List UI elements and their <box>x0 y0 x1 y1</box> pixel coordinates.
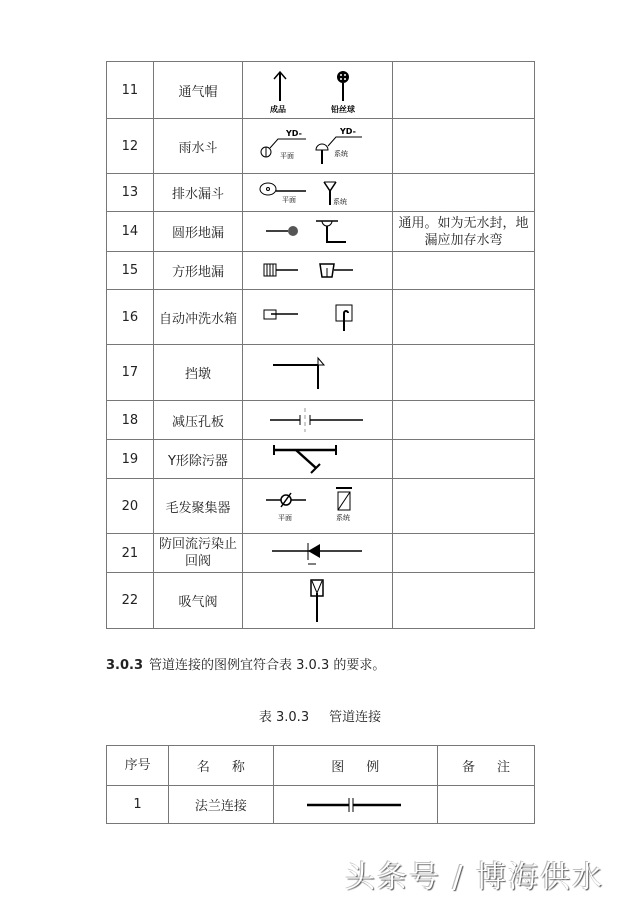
row-name: 通气帽 <box>153 62 242 119</box>
svg-text:YD-: YD- <box>285 128 302 138</box>
auto-flush-tank-icon <box>258 299 378 335</box>
caption-title: 管道连接 <box>329 710 382 725</box>
row-name: 雨水斗 <box>153 119 242 174</box>
legend-symbol <box>243 345 393 401</box>
row-note <box>392 252 534 290</box>
row-note <box>392 573 534 629</box>
svg-text:系统: 系统 <box>333 149 348 158</box>
row-number: 17 <box>107 345 154 401</box>
table-row <box>107 174 535 212</box>
row-number: 16 <box>107 290 154 345</box>
drain-funnel-icon <box>258 177 378 209</box>
row-note <box>392 401 534 440</box>
row-name: 排水漏斗 <box>153 174 242 212</box>
row-name: 毛发聚集器 <box>153 479 242 534</box>
thrust-block-icon <box>258 353 378 393</box>
svg-text:系统: 系统 <box>332 197 347 206</box>
svg-text:铅丝球: 铅丝球 <box>330 105 355 114</box>
table-caption <box>0 706 640 725</box>
header-legend: 图例 <box>273 746 437 786</box>
legend-symbol <box>243 534 393 573</box>
legend-symbol <box>273 786 437 824</box>
air-admittance-valve-icon <box>258 577 378 625</box>
row-note <box>392 479 534 534</box>
row-note <box>437 786 534 824</box>
header-name: 名称 <box>169 746 273 786</box>
legend-symbol <box>243 119 393 174</box>
svg-text:平面: 平面 <box>279 151 294 160</box>
row-number: 21 <box>107 534 154 573</box>
table-header-row <box>107 746 535 786</box>
legend-symbol <box>243 212 393 252</box>
legend-symbol <box>243 479 393 534</box>
round-floor-drain-icon <box>258 215 378 249</box>
legend-symbol <box>243 62 393 119</box>
table-row <box>107 290 535 345</box>
table-row <box>107 252 535 290</box>
caption-number: 表 3.0.3 <box>258 710 310 725</box>
row-number: 18 <box>107 401 154 440</box>
row-note <box>392 174 534 212</box>
clause-text: 管道连接的图例宜符合表 3.0.3 的要求。 <box>149 658 386 673</box>
table-row <box>107 534 535 573</box>
row-name: 法兰连接 <box>169 786 273 824</box>
row-note <box>392 119 534 174</box>
legend-symbol <box>243 573 393 629</box>
legend-symbol <box>243 174 393 212</box>
flange-connection-icon <box>295 795 415 815</box>
table-row <box>107 119 535 174</box>
table-row <box>107 62 535 119</box>
row-name: 方形地漏 <box>153 252 242 290</box>
svg-text:成品: 成品 <box>269 105 286 114</box>
legend-symbol <box>243 252 393 290</box>
watermark: 头条号 / 博海供水 <box>345 860 605 895</box>
row-number: 13 <box>107 174 154 212</box>
row-number: 22 <box>107 573 154 629</box>
rain-hopper-icon <box>258 124 378 169</box>
header-no: 序号 <box>107 746 169 786</box>
row-note <box>392 62 534 119</box>
table-row <box>107 573 535 629</box>
clause-paragraph <box>106 654 385 673</box>
vent-cap-icon <box>258 65 378 115</box>
row-number: 14 <box>107 212 154 252</box>
legend-symbol <box>243 290 393 345</box>
y-strainer-icon <box>258 442 378 476</box>
table-row <box>107 479 535 534</box>
legend-symbol <box>243 401 393 440</box>
table-row <box>107 345 535 401</box>
clause-number: 3.0.3 <box>106 658 144 673</box>
row-number: 15 <box>107 252 154 290</box>
table-row <box>107 401 535 440</box>
row-number: 19 <box>107 440 154 479</box>
row-name: 挡墩 <box>153 345 242 401</box>
row-note: 通用。如为无水封，地漏应加存水弯 <box>392 212 534 252</box>
row-name: Y形除污器 <box>153 440 242 479</box>
svg-text:平面: 平面 <box>277 514 292 522</box>
square-floor-drain-icon <box>258 259 378 283</box>
row-note <box>392 534 534 573</box>
row-note <box>392 440 534 479</box>
row-number: 20 <box>107 479 154 534</box>
table-row <box>107 786 535 824</box>
row-name: 自动冲洗水箱 <box>153 290 242 345</box>
svg-text:YD-: YD- <box>339 126 356 136</box>
orifice-plate-icon <box>258 406 378 434</box>
row-name: 减压孔板 <box>153 401 242 440</box>
backflow-check-valve-icon <box>258 538 378 568</box>
row-name: 吸气阀 <box>153 573 242 629</box>
table-row <box>107 440 535 479</box>
header-note: 备注 <box>437 746 534 786</box>
pipe-connection-table <box>106 745 535 824</box>
row-name: 圆形地漏 <box>153 212 242 252</box>
legend-symbol <box>243 440 393 479</box>
row-name: 防回流污染止回阀 <box>153 534 242 573</box>
row-note <box>392 290 534 345</box>
legend-table-3-0-2 <box>106 61 535 629</box>
svg-text:平面: 平面 <box>281 195 296 204</box>
row-number: 11 <box>107 62 154 119</box>
row-number: 12 <box>107 119 154 174</box>
table-row <box>107 212 535 252</box>
row-number: 1 <box>107 786 169 824</box>
hair-collector-icon <box>258 484 378 528</box>
row-note <box>392 345 534 401</box>
svg-text:系统: 系统 <box>335 514 350 522</box>
